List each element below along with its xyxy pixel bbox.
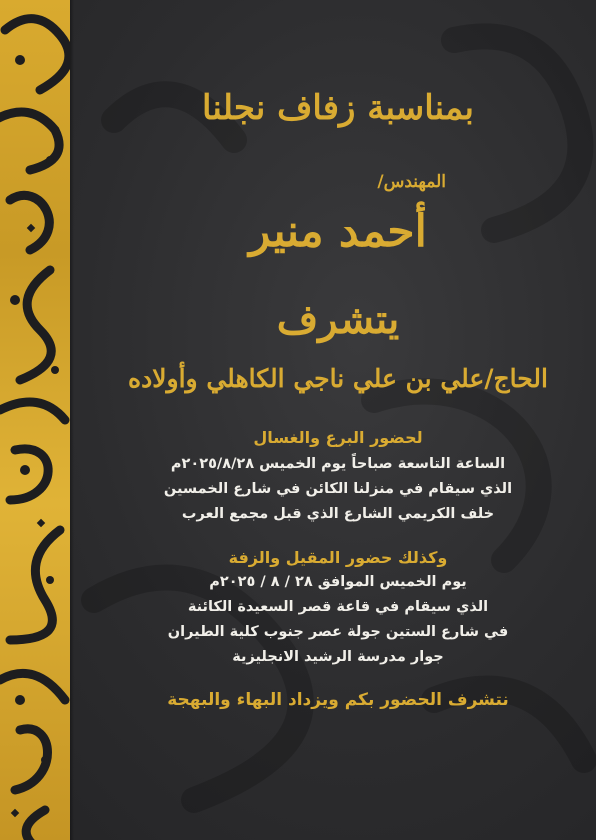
section1-line: خلف الكريمي الشارع الذي قبل مجمع العرب [181, 506, 495, 522]
section2-line: يوم الخميس الموافق ٢٨ / ٨ / ٢٠٢٥م [209, 574, 467, 590]
groom-title: المهندس/ [377, 172, 446, 192]
groom-name: أحمد منير [249, 206, 427, 257]
calligraphy-strip [0, 0, 70, 840]
host-name: الحاج/علي بن علي ناجي الكاهلي وأولاده [128, 364, 548, 393]
section2-line: في شارع الستين جولة عصر جنوب كلية الطيران [167, 624, 509, 640]
closing-line: نتشرف الحضور بكم ويزداد البهاء والبهجة [167, 690, 509, 710]
calligraphy-pattern-icon [0, 0, 70, 840]
section1-line: الساعة التاسعة صباحاً يوم الخميس ٢٠٢٥/٨/٢٨م [170, 456, 506, 472]
section2-line: الذي سيقام في قاعة قصر السعيدة الكائنة [187, 599, 489, 615]
invitation-content [80, 0, 596, 840]
occasion-title: بمناسبة زفاف نجلنا [202, 88, 474, 128]
section2-heading: وكذلك حضور المقيل والزفة [228, 548, 448, 567]
section1-line: الذي سيقام في منزلنا الكائن في شارع الخمسين [163, 481, 513, 497]
section2-line: جوار مدرسة الرشيد الانجليزية [232, 649, 444, 665]
section1-heading: لحضور البرع والغسال [253, 428, 423, 447]
honor-word: يتشرف [276, 296, 400, 343]
